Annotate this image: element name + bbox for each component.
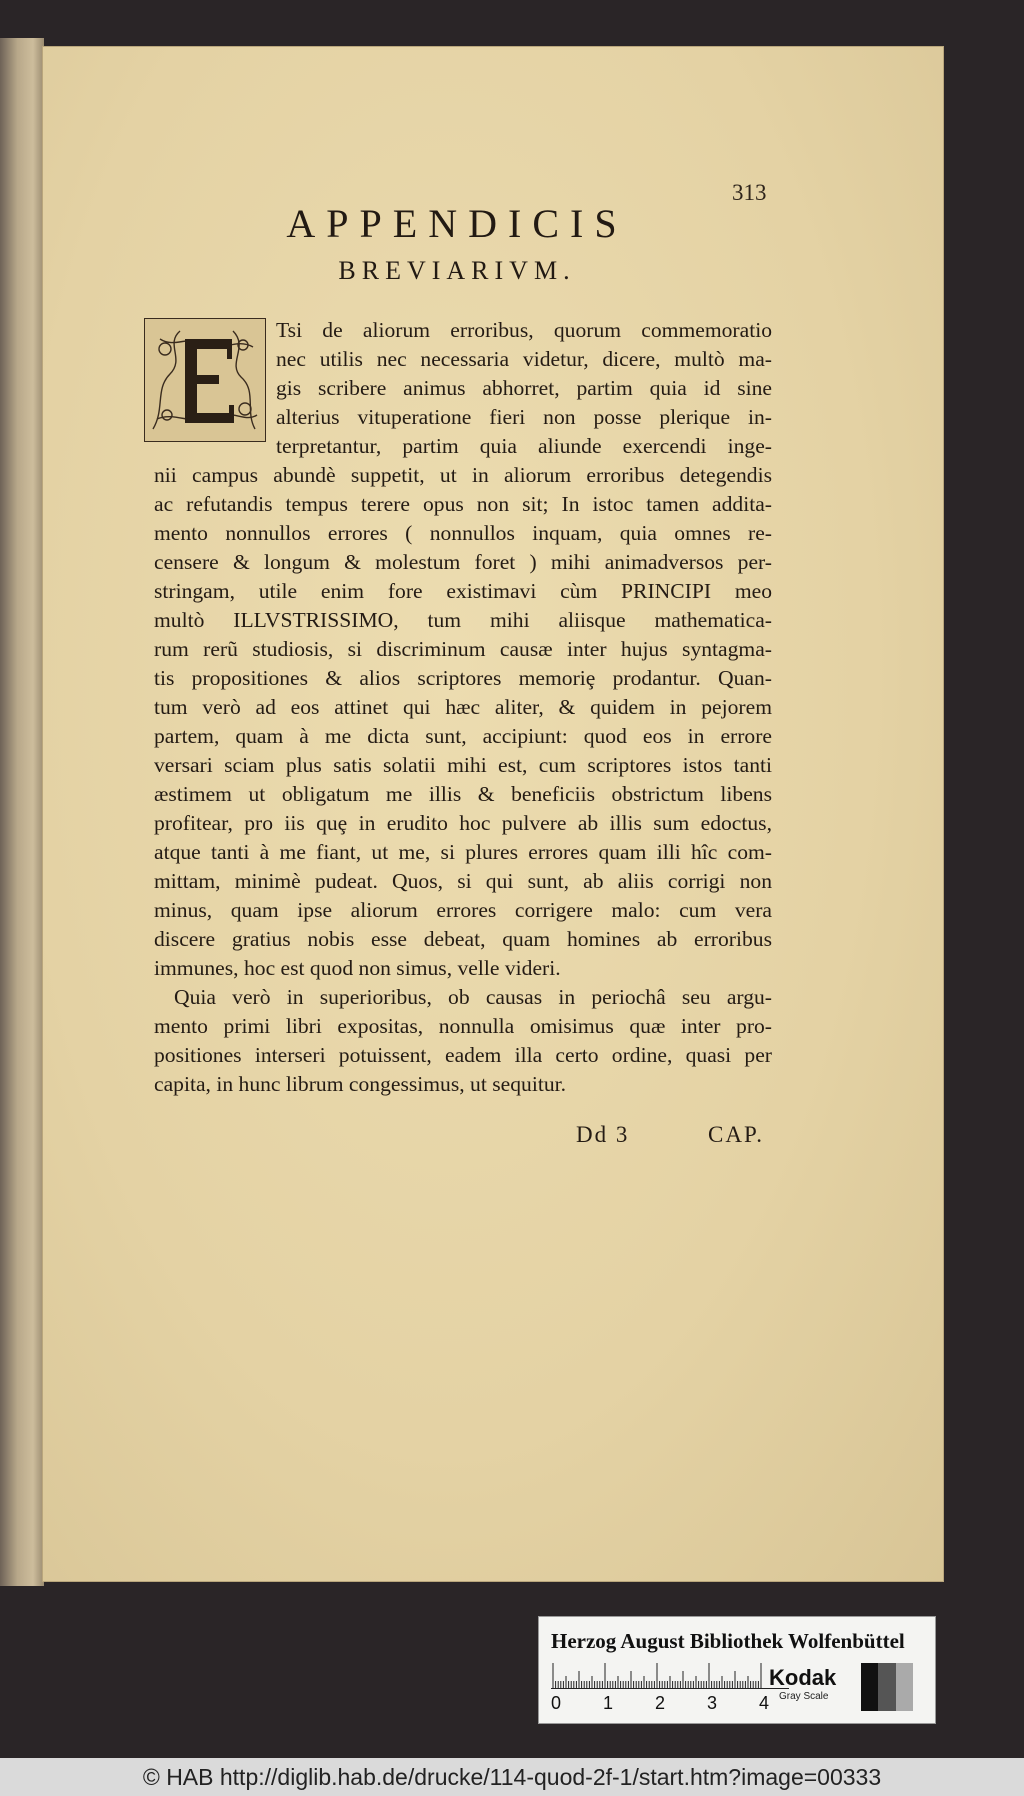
scale-number: 0: [551, 1693, 562, 1713]
text-line: capita, in hunc librum congessimus, ut sequitur.: [154, 1072, 567, 1096]
text-line: nii campus abundè suppetit, ut in aliorum erroribus detegendis: [154, 463, 772, 487]
text-line: nec utilis nec necessaria videtur, dicere, multò ma-: [276, 347, 772, 371]
body-text: [154, 316, 772, 1099]
text-line: terpretantur, partim quia aliunde exercendi inge-: [276, 434, 772, 458]
text-line: partem, quam à me dicta sunt, accipiunt: quod eos in errore: [154, 724, 772, 748]
gray-scale-patch: [861, 1663, 913, 1711]
kodak-brand: Kodak: [769, 1665, 837, 1690]
text-line: gis scribere animus abhorret, partim quia id sine: [276, 376, 772, 400]
text-line: minus, quam ipse aliorum errores corrigere malo: cum vera: [154, 898, 772, 922]
text-line: mittam, minimè pudeat. Quos, si qui sunt, ab aliis corrigi non: [154, 869, 772, 893]
text-line: Quia verò in superioribus, ob causas in periochâ seu argu-: [174, 985, 772, 1009]
text-line: mento nonnullos errores ( nonnullos inquam, quia omnes re-: [154, 521, 772, 545]
text-line: atque tanti à me fiant, ut me, si plures errores quam illi hîc com-: [154, 840, 772, 864]
text-line: Tsi de aliorum erroribus, quorum commemoratio: [276, 318, 772, 342]
text-line: rum rerũ studiosis, si discriminum causæ inter hujus syntagma-: [154, 637, 772, 661]
kodak-subtitle: Gray Scale: [779, 1691, 829, 1702]
scale-numbers: [551, 1693, 791, 1717]
book-page: [42, 46, 944, 1582]
text-line: tum verò ad eos attinet qui hæc aliter, & quidem in pejorem: [154, 695, 772, 719]
copyright-bar: [0, 1758, 1024, 1796]
text-line: æstimem ut obligatum me illis & beneficiis obstrictum libens: [154, 782, 772, 806]
page-subtitle: BREVIARIVM.: [338, 256, 576, 285]
text-line: ac refutandis tempus terere opus non sit; In istoc tamen addita-: [154, 492, 772, 516]
text-line: multò ILLVSTRISSIMO, tum mihi aliisque mathematica-: [154, 608, 772, 632]
text-line: positiones interseri potuissent, eadem illa certo ordine, quasi per: [154, 1043, 772, 1067]
scale-number: 1: [603, 1693, 614, 1713]
library-name: Herzog August Bibliothek Wolfenbüttel: [551, 1629, 905, 1653]
color-target-card: [538, 1616, 936, 1724]
previous-page-edge: [0, 38, 44, 1586]
signature-mark: Dd 3: [576, 1122, 630, 1147]
text-line: mento primi libri expositas, nonnulla omisimus quæ inter pro-: [154, 1014, 772, 1038]
text-line: stringam, utile enim fore existimavi cùm PRINCIPI meo: [154, 579, 772, 603]
scale-ruler: [551, 1661, 789, 1689]
text-line: alterius vituperatione fieri non posse plerique in-: [276, 405, 772, 429]
text-line: immunes, hoc est quod non simus, velle videri.: [154, 956, 561, 980]
catchword: CAP.: [708, 1122, 764, 1147]
text-line: tis propositiones & alios scriptores memoriȩ prodantur. Quan-: [154, 666, 772, 690]
text-line: versari sciam plus satis solatii mihi est, cum scriptores istos tanti: [154, 753, 772, 777]
scale-number: 4: [759, 1693, 770, 1713]
page-number: 313: [732, 180, 767, 205]
text-line: censere & longum & molestum foret ) mihi animadversos per-: [154, 550, 772, 574]
page-title: APPENDICIS: [286, 201, 628, 246]
text-line: discere gratius nobis esse debeat, quam homines ab erroribus: [154, 927, 772, 951]
scale-number: 2: [655, 1693, 666, 1713]
text-line: profitear, pro iis quȩ in erudito hoc pulvere ab illis sum edoctus,: [154, 811, 772, 835]
copyright-link[interactable]: © HAB http://diglib.hab.de/drucke/114-quod-2f-1/start.htm?image=00333: [142, 1764, 882, 1790]
scale-number: 3: [707, 1693, 718, 1713]
